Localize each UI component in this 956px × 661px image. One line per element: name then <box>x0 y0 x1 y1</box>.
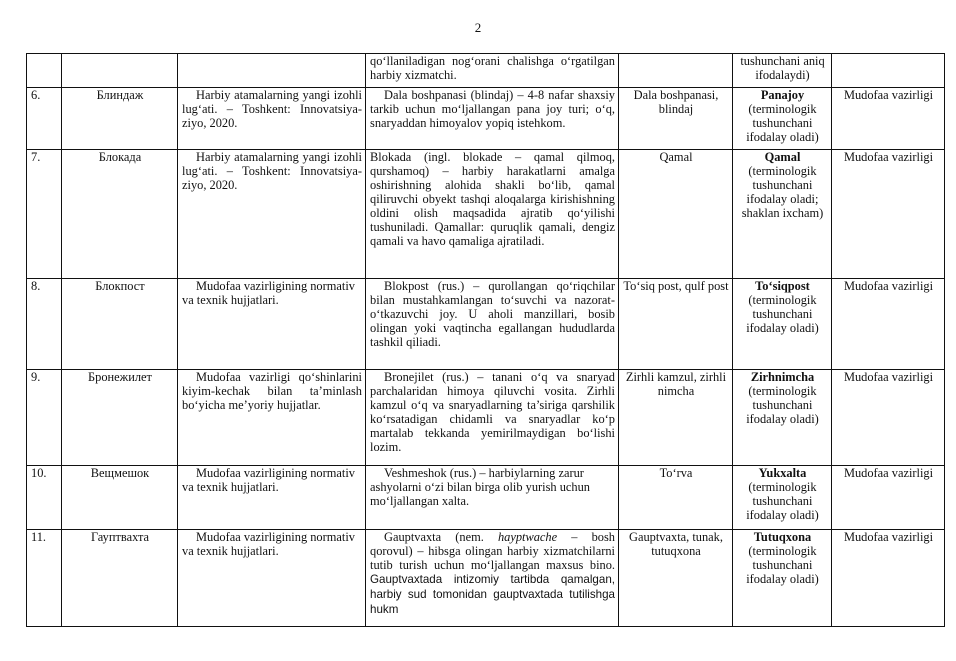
table-row <box>27 466 945 530</box>
table-row <box>27 88 945 150</box>
organization: Mudofaa vazirligi <box>832 150 945 279</box>
recommended-term-cell <box>733 530 832 627</box>
recommended-term-cell <box>733 88 832 150</box>
table-row <box>27 279 945 370</box>
recommended-note: (terminologik tushunchani ifodalay oladi; shaklan ixcham) <box>741 164 824 220</box>
table-row <box>27 54 945 88</box>
source: Mudofaa vazirligi qo‘shinlarini kiyim-kechak bilan ta’minlash bo‘yicha me’yoriy hujjatlar. <box>178 370 366 466</box>
recommended-term: Yukxalta <box>758 466 807 480</box>
recommended-note: (terminologik tushunchani ifodalay oladi) <box>746 384 819 426</box>
recommended-term: Tutuqxona <box>753 530 812 544</box>
russian-term: Блокпост <box>62 279 178 370</box>
definition: Dala boshpanasi (blindaj) – 4-8 nafar shaxsiy tarkib uchun mo‘ljallangan pana joy turi; o‘q, snaryaddan himoyalov yopiq istehkom. <box>366 88 619 150</box>
recommended-note: (terminologik tushunchani ifodalay oladi) <box>746 480 819 522</box>
row-number <box>27 54 62 88</box>
definition: Blokada (ingl. blokade – qamal qilmoq, qurshamoq) – harbiy harakatlarni amalga oshirishning alohida shakli bo‘lib, qamal qiliruvchi obyekt tashqi aloqalarga kirishishning oldini olish maqsadida ajratib qo‘yilishi tushuniladi. Qamallar: quruqlik qamali, dengiz qamali va havo qamaliga ajratiladi. <box>366 150 619 279</box>
page-number: 2 <box>474 20 482 35</box>
recommended-term-cell <box>733 370 832 466</box>
variants: To‘rva <box>619 466 733 530</box>
recommended-term: Qamal <box>764 150 801 164</box>
source: Harbiy atamalarning yangi izohli lug‘ati. – Toshkent: Innovatsiya-ziyo, 2020. <box>178 150 366 279</box>
definition <box>366 530 619 627</box>
recommended-term-cell <box>733 466 832 530</box>
row-number: 11. <box>27 530 62 627</box>
recommended-note: (terminologik tushunchani ifodalay oladi) <box>746 293 819 335</box>
definition-sans: Gauptvaxtada intizomiy tartibda qamalgan, harbiy sud tomonidan gauptvaxtada tutilishga hukm <box>370 573 615 616</box>
russian-term: Бронежилет <box>62 370 178 466</box>
variants: Zirhli kamzul, zirhli nimcha <box>619 370 733 466</box>
organization: Mudofaa vazirligi <box>832 530 945 627</box>
organization: Mudofaa vazirligi <box>832 279 945 370</box>
definition: qo‘llaniladigan nog‘orani chalishga o‘rgatilgan harbiy xizmatchi. <box>366 54 619 88</box>
definition-italic: hayptwache <box>497 530 558 544</box>
terminology-table <box>26 53 945 627</box>
recommended-note: (terminologik tushunchani ifodalay oladi) <box>746 102 819 144</box>
definition: Veshmeshok (rus.) – harbiylarning zarur ashyolarni o‘zi bilan birga olib yurish uchun mo‘ljallangan xalta. <box>366 466 619 530</box>
row-number: 10. <box>27 466 62 530</box>
variants <box>619 54 733 88</box>
recommended-term-cell <box>733 54 832 88</box>
recommended-note: tushunchani aniq ifodalaydi) <box>740 54 825 82</box>
definition: Blokpost (rus.) – qurollangan qo‘riqchilar bilan mustahkamlangan to‘suvchi va nazorat-o‘tkazuvchi joy. U aholi manzillari, bosib olingan yoki vaqtincha egallangan hududlarda tashkil qiliadi. <box>366 279 619 370</box>
recommended-term-cell <box>733 279 832 370</box>
row-number: 7. <box>27 150 62 279</box>
source: Mudofaa vazirligining normativ va texnik hujjatlari. <box>178 466 366 530</box>
russian-term: Гауптвахта <box>62 530 178 627</box>
source: Harbiy atamalarning yangi izohli lug‘ati. – Toshkent: Innovatsiya-ziyo, 2020. <box>178 88 366 150</box>
table-row <box>27 530 945 627</box>
definition-mid: – bosh qorovul) – hibsga olingan harbiy xizmatchilarni tutib turish uchun mo‘ljallangan maxsus bino. <box>370 530 615 572</box>
row-number: 8. <box>27 279 62 370</box>
table-row <box>27 370 945 466</box>
russian-term: Блокада <box>62 150 178 279</box>
row-number: 6. <box>27 88 62 150</box>
variants: Gauptvaxta, tunak, tutuqxona <box>619 530 733 627</box>
variants: Qamal <box>619 150 733 279</box>
organization: Mudofaa vazirligi <box>832 88 945 150</box>
row-number: 9. <box>27 370 62 466</box>
russian-term <box>62 54 178 88</box>
table-row <box>27 150 945 279</box>
organization <box>832 54 945 88</box>
recommended-term-cell <box>733 150 832 279</box>
recommended-term: Panajoy <box>760 88 805 102</box>
source: Mudofaa vazirligining normativ va texnik hujjatlari. <box>178 279 366 370</box>
source: Mudofaa vazirligining normativ va texnik hujjatlari. <box>178 530 366 627</box>
russian-term: Блиндаж <box>62 88 178 150</box>
definition-prefix: Gauptvaxta (nem. <box>384 530 498 544</box>
russian-term: Вещмешок <box>62 466 178 530</box>
organization: Mudofaa vazirligi <box>832 370 945 466</box>
source <box>178 54 366 88</box>
variants: To‘siq post, qulf post <box>619 279 733 370</box>
definition: Bronejilet (rus.) – tanani o‘q va snaryad parchalaridan himoya qiluvchi vosita. Zirhli kamzul o‘q va snaryadlarning ta’siriga qarshilik ko‘rsatadigan chidamli va snaryadlar ko‘p martalab tekkanda yemirilmaydigan bo‘lishi lozim. <box>366 370 619 466</box>
variants: Dala boshpanasi, blindaj <box>619 88 733 150</box>
organization: Mudofaa vazirligi <box>832 466 945 530</box>
recommended-term: To‘siqpost <box>755 279 810 293</box>
recommended-term: Zirhnimcha <box>750 370 815 384</box>
recommended-note: (terminologik tushunchani ifodalay oladi) <box>746 544 819 586</box>
